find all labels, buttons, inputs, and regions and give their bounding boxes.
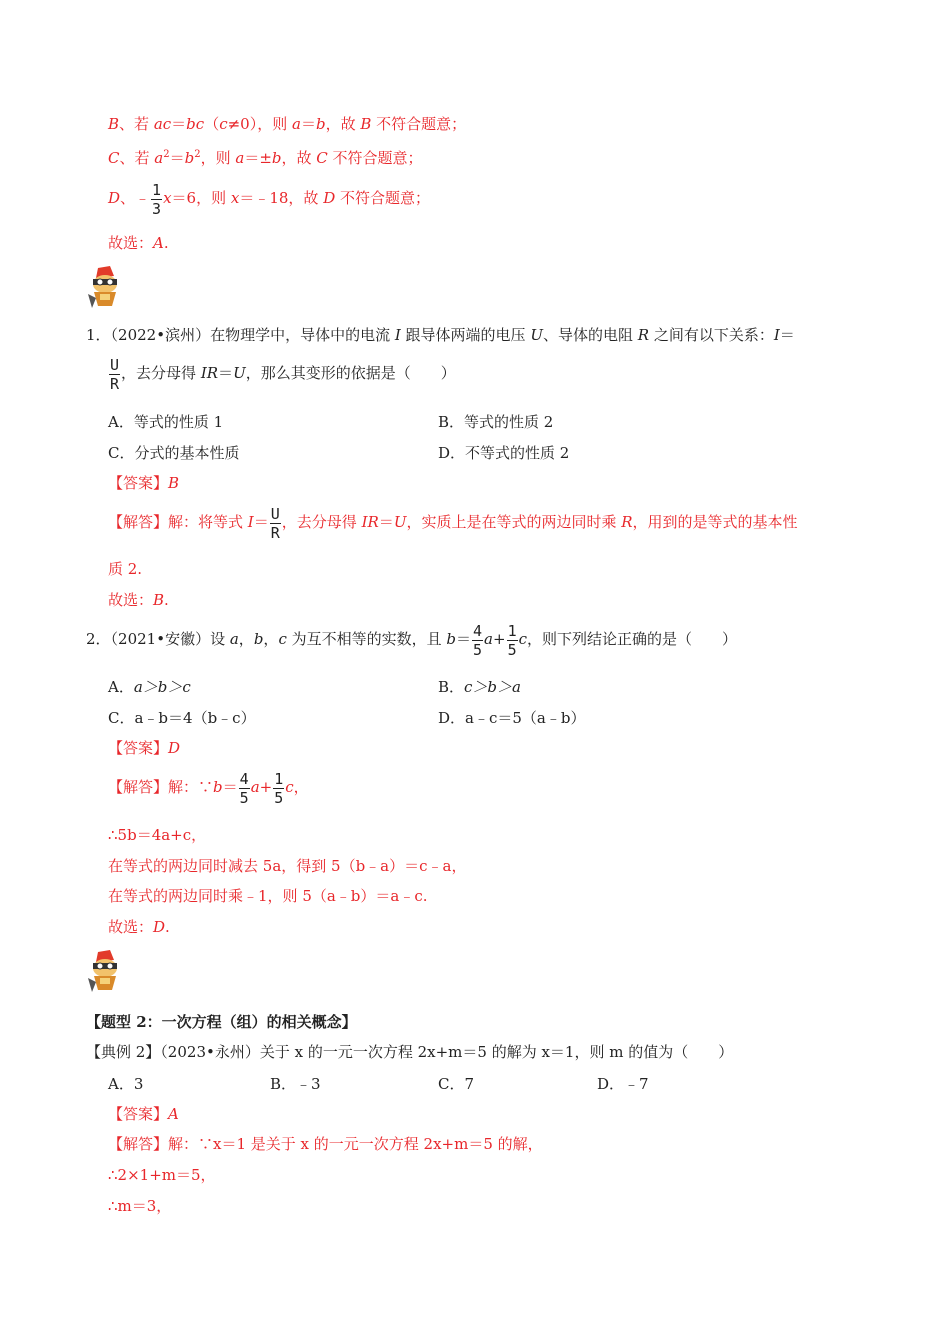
ex2-option-d[interactable]: D．﹣7 xyxy=(597,1075,649,1093)
q2-option-c[interactable]: C．a﹣b＝4（b﹣c） xyxy=(108,709,256,727)
q2-step-2: 在等式的两边同时减去 5a，得到 5（b﹣a）＝c﹣a， xyxy=(108,857,467,875)
q1-solution: 【解答】解：将等式 I＝ $\frac{U}{R}$ ，去分母得 IR＝U，实质上是在等式的两边同时乘 R，用到的是等式的基本性 xyxy=(108,504,798,542)
q1-stem-cont: $\frac{U}{R}$ ，去分母得 IR＝U，那么其变形的依据是（ ） xyxy=(110,355,456,393)
q1-option-d[interactable]: D．不等式的性质 2 xyxy=(438,444,570,462)
fraction-one-fifth-solution: $\frac{1}{5}$ xyxy=(274,769,284,807)
section-heading: 【题型 2：一次方程（组）的相关概念】 xyxy=(86,1013,357,1031)
ex2-step-2: ∴m＝3， xyxy=(108,1197,172,1215)
q2-choice: 故选：D. xyxy=(108,918,170,936)
solution-line-d: D、﹣ $\frac{1}{3}$ x＝6，则 x＝﹣18，故 D 不符合题意； xyxy=(108,180,430,218)
q2-stem: 2．（2021•安徽）设 a，b，c 为互不相等的实数，且 b＝ $\frac{4}{5}$ a+ $\frac{1}{5}$ c，则下列结论正确的是（ ） xyxy=(86,621,738,659)
fraction-four-fifths: $\frac{4}{5}$ xyxy=(473,621,483,659)
fraction-one-fifth: $\frac{1}{5}$ xyxy=(507,621,517,659)
q1-solution-cont: 质 2. xyxy=(108,560,143,578)
q2-option-a[interactable]: A．a＞b＞c xyxy=(108,678,191,696)
solution-choice: 故选：A. xyxy=(108,234,169,252)
q2-solution: 【解答】解：∵b＝ $\frac{4}{5}$ a+ $\frac{1}{5}$ c， xyxy=(108,769,309,807)
fraction-u-over-r: $\frac{U}{R}$ xyxy=(110,355,120,393)
pencil-mascot-icon xyxy=(84,264,124,310)
solution-line-b: B、若 ac＝bc（c≠0），则 a＝b，故 B 不符合题意； xyxy=(108,115,467,133)
ex2-step-1: ∴2×1+m＝5， xyxy=(108,1166,216,1184)
ex2-option-a[interactable]: A．3 xyxy=(108,1075,144,1093)
fraction-u-over-r-solution: $\frac{U}{R}$ xyxy=(270,504,280,542)
q2-step-1: ∴5b＝4a+c， xyxy=(108,826,207,844)
q2-answer: 【答案】D xyxy=(108,739,181,757)
q1-option-a[interactable]: A．等式的性质 1 xyxy=(108,413,224,431)
example-2-stem: 【典例 2】（2023•永州）关于 x 的一元一次方程 2x+m＝5 的解为 x＝1，则 m 的值为（ ） xyxy=(86,1043,734,1061)
fraction-one-third: $\frac{1}{3}$ xyxy=(152,180,162,218)
ex2-option-c[interactable]: C．7 xyxy=(438,1075,475,1093)
q1-option-b[interactable]: B．等式的性质 2 xyxy=(438,413,554,431)
q1-choice: 故选：B. xyxy=(108,591,169,609)
q1-answer: 【答案】B xyxy=(108,474,180,492)
fraction-four-fifths-solution: $\frac{4}{5}$ xyxy=(239,769,249,807)
q2-option-d[interactable]: D．a﹣c＝5（a﹣b） xyxy=(438,709,586,727)
ex2-solution: 【解答】解：∵x＝1 是关于 x 的一元一次方程 2x+m＝5 的解， xyxy=(108,1135,543,1153)
q1-option-c[interactable]: C．分式的基本性质 xyxy=(108,444,240,462)
q2-step-3: 在等式的两边同时乘﹣1，则 5（a﹣b）＝a﹣c. xyxy=(108,887,428,905)
ex2-option-b[interactable]: B．﹣3 xyxy=(270,1075,321,1093)
q1-stem: 1．（2022•滨州）在物理学中，导体中的电流 I 跟导体两端的电压 U、导体的电阻 R 之间有以下关系：I＝ xyxy=(86,326,795,344)
ex2-answer: 【答案】A xyxy=(108,1105,179,1123)
q2-option-b[interactable]: B．c＞b＞a xyxy=(438,678,521,696)
pencil-mascot-icon xyxy=(84,948,124,994)
solution-line-c: C、若 $a^2=b^2$，则 a＝±b，故 C 不符合题意； xyxy=(108,149,423,167)
